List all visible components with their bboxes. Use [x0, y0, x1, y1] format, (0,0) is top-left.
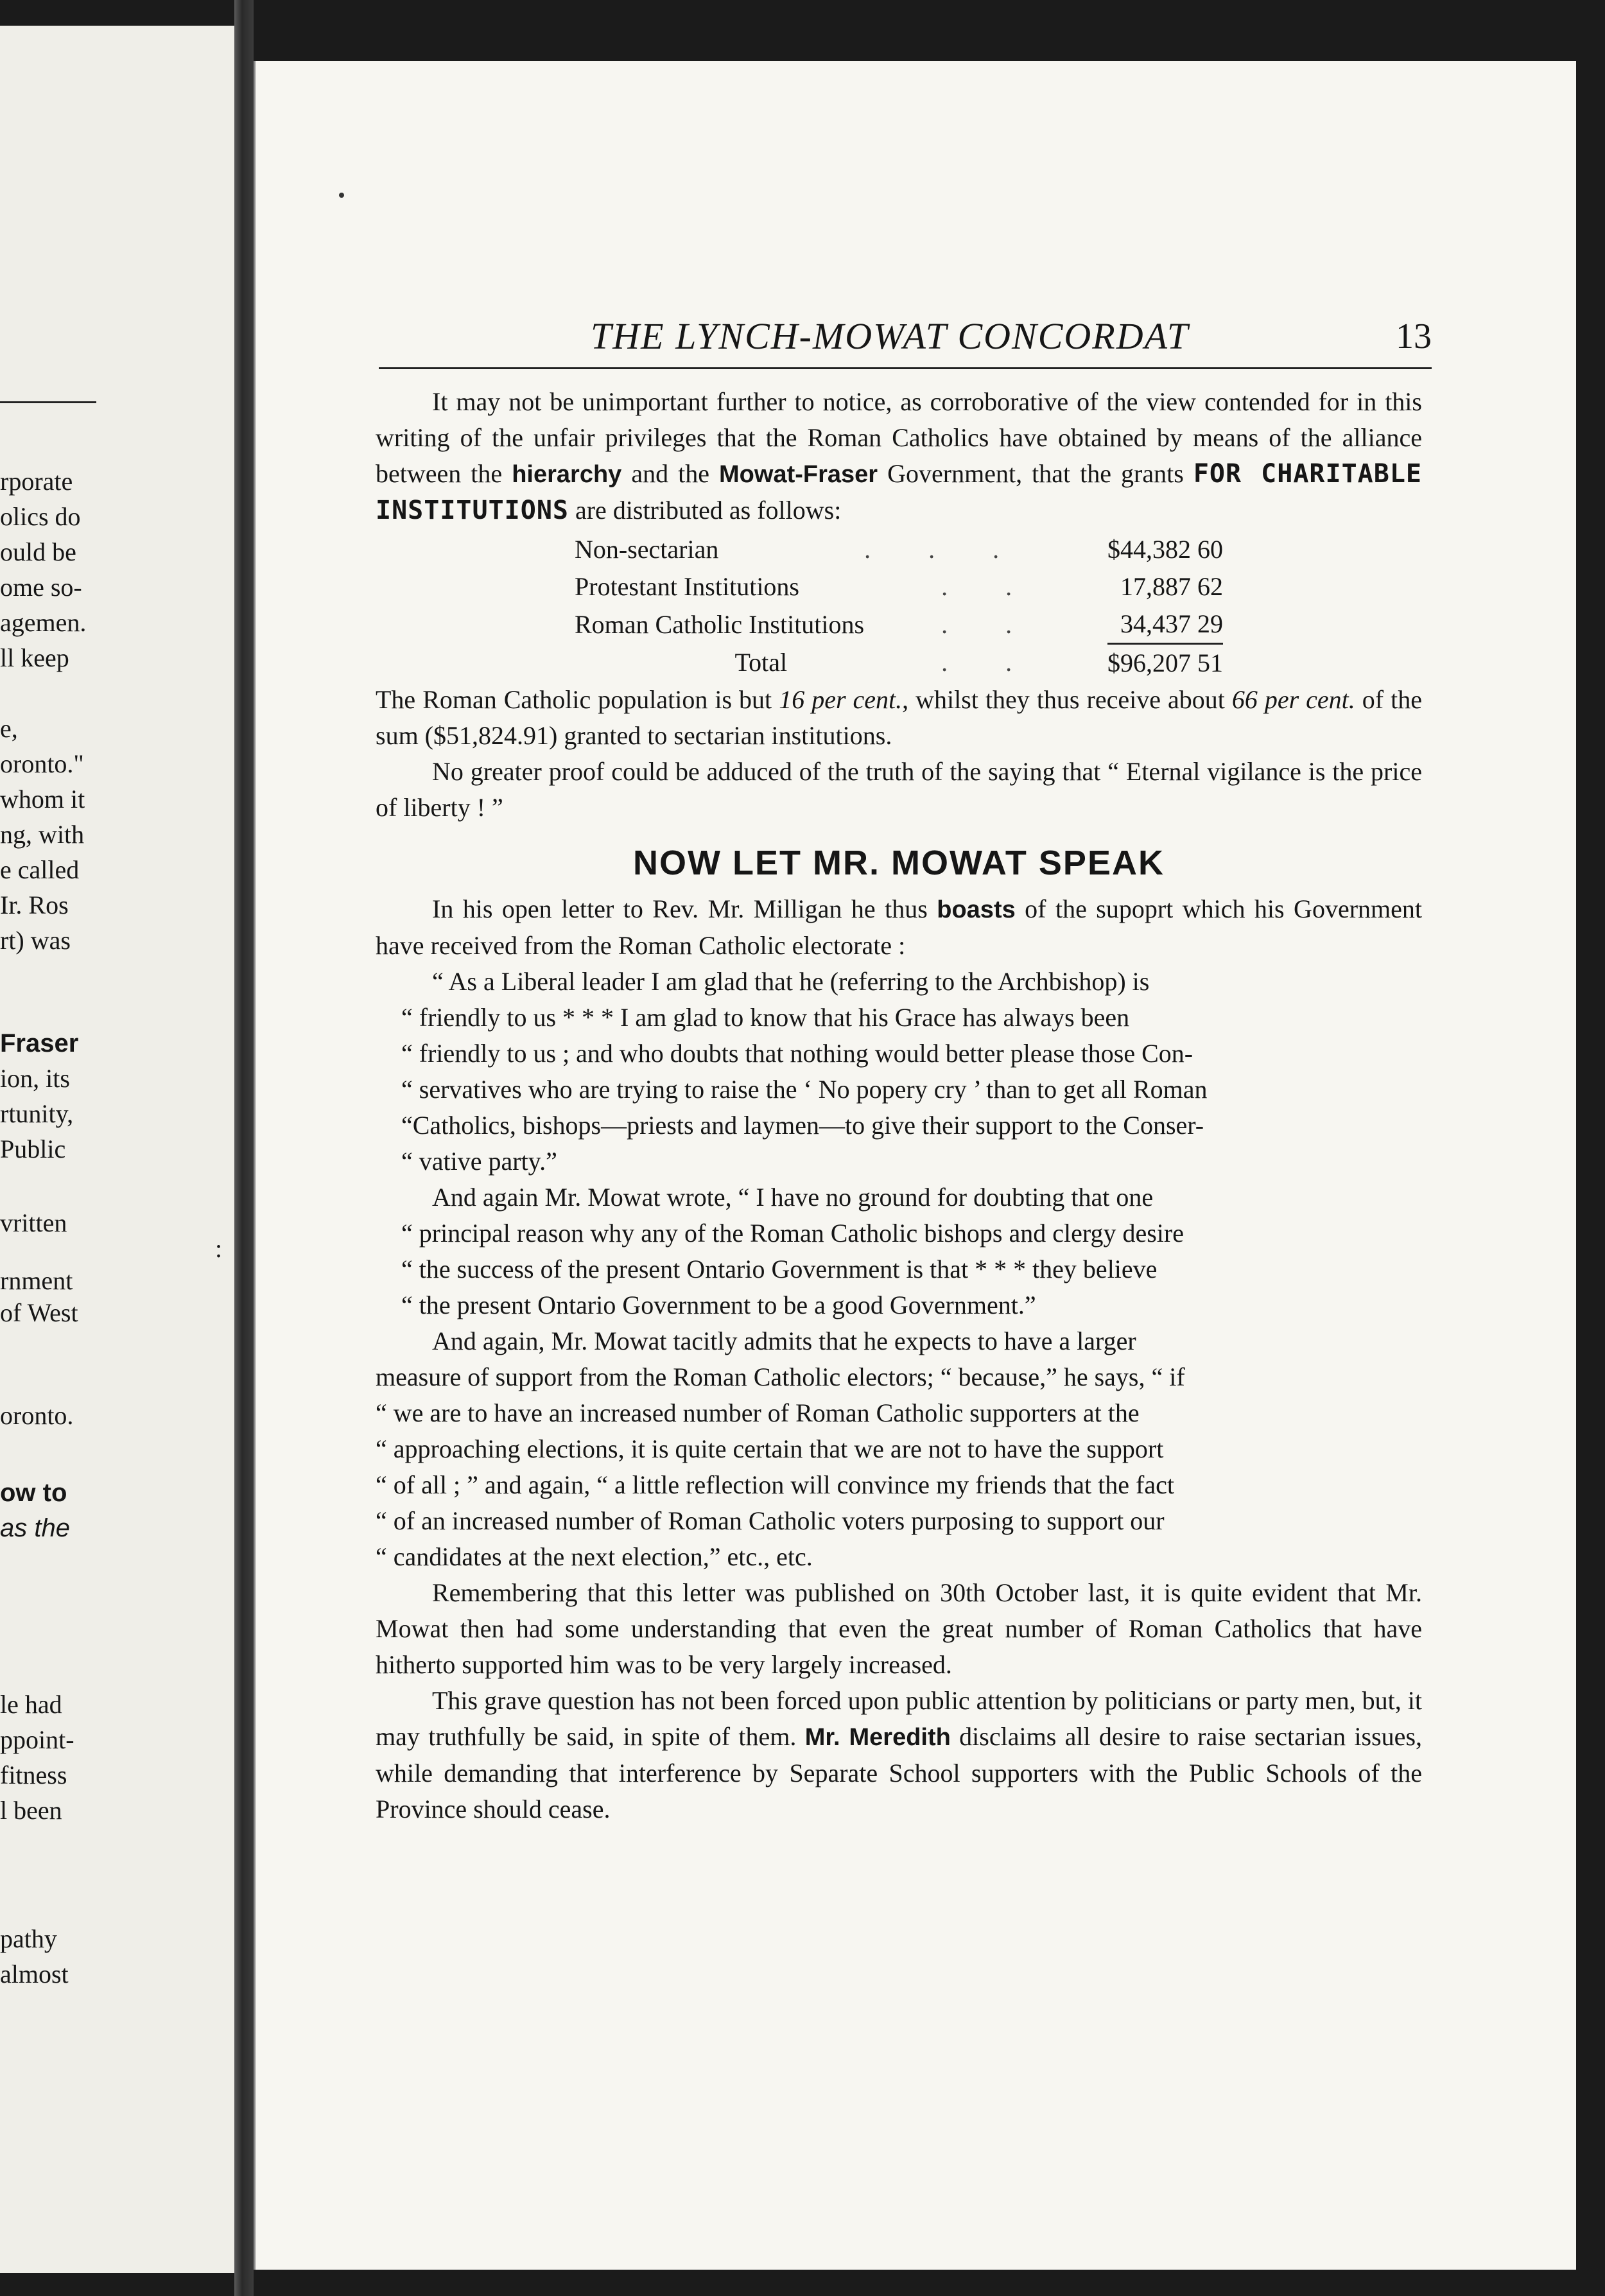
total-amount: $96,207 51	[1107, 644, 1223, 683]
text-run: In his open letter to Rev. Mr. Milligan he thus	[432, 894, 937, 923]
left-fragment: :	[215, 1234, 223, 1263]
left-fragment: e,	[0, 714, 18, 743]
table-row	[575, 568, 1223, 605]
grant-amount: $44,382 60	[1107, 535, 1223, 564]
left-fragment	[0, 1515, 70, 1541]
quote-line: “ candidates at the next election,” etc., etc.	[376, 1542, 813, 1571]
quote-line: “ we are to have an increased number of Roman Catholic supporters at the	[376, 1398, 1140, 1427]
quote-line: And again, Mr. Mowat tacitly admits that he expects to have a larger	[432, 1326, 1136, 1355]
paragraph-grave-question	[376, 1683, 1422, 1827]
quote-line: “ approaching elections, it is quite certain that we are not to have the support	[376, 1434, 1164, 1463]
scan-speck	[339, 193, 344, 198]
left-page-edge	[0, 26, 234, 2273]
left-fragment: agemen.	[0, 608, 87, 637]
text-run: and the	[621, 459, 720, 488]
bold-term: Mowat-Fraser	[719, 461, 878, 488]
bold-term: boasts	[937, 896, 1016, 923]
bold-term: Mr. Meredith	[804, 1724, 951, 1751]
table-row	[575, 605, 1223, 644]
left-fragment: ng, with	[0, 820, 85, 849]
left-fragment: l been	[0, 1796, 62, 1825]
left-fragment: rporate	[0, 467, 73, 496]
paragraph-remembering: Remembering that this letter was published on 30th October last, it is quite evident that Mr. Mowat then had some understanding that even the great number of Roman Catholics that have hitherto supported him was to be very largely increased.	[376, 1578, 1422, 1679]
table-row-total	[575, 644, 1223, 683]
italic-term: 66 per cent.	[1231, 685, 1355, 714]
left-fragment: oronto."	[0, 749, 84, 778]
quote-line: “ friendly to us * * * I am glad to know that his Grace has always been	[401, 1003, 1130, 1032]
quote-line: “ the success of the present Ontario Government is that * * * they believe	[401, 1255, 1158, 1283]
section-heading: NOW LET MR. MOWAT SPEAK	[633, 844, 1165, 882]
page-header	[379, 308, 1432, 366]
quote-line: “ vative party.”	[401, 1147, 557, 1176]
leader-dots: . .	[941, 609, 1038, 639]
left-fragment: ion, its	[0, 1064, 70, 1093]
quote-line: “ servatives who are trying to raise the ‘ No popery cry ’ than to get all Roman	[401, 1075, 1208, 1104]
left-fragment: vritten	[0, 1208, 67, 1237]
text-run: It may not be unimportant further to notice, as corroborative of the view contended for in this writing of the unfair privileges that the Roman Catholics have obtained by means of the alliance between the	[376, 387, 1422, 488]
left-fragment: ppoint-	[0, 1725, 74, 1754]
left-fragment: oronto.	[0, 1401, 74, 1430]
leader-dots: . . .	[864, 535, 1025, 564]
left-fragment: ll keep	[0, 643, 69, 672]
left-fragment: rnment	[0, 1266, 73, 1295]
grants-table	[575, 531, 1223, 682]
grant-label: Non-sectarian	[575, 535, 719, 564]
quote-line: “ friendly to us ; and who doubts that nothing would better please those Con-	[401, 1039, 1193, 1068]
header-rule	[379, 367, 1432, 369]
left-fragment: whom it	[0, 785, 85, 813]
grant-label: Protestant Institutions	[575, 572, 799, 601]
paragraph-grants-intro	[376, 384, 1422, 528]
text-run: disclaims all desire to raise sectarian issues, while demanding that interference by Separate School supporters with the Public Schools of the Province should cease.	[376, 1722, 1423, 1823]
left-fragment: ow to	[0, 1479, 67, 1507]
paragraph-vigilance: No greater proof could be adduced of the truth of the saying that “ Eternal vigilance is the price of liberty ! ”	[376, 757, 1422, 822]
left-fragment: le had	[0, 1690, 62, 1719]
left-fragment: ome so-	[0, 573, 82, 602]
book-gutter	[234, 0, 254, 2296]
left-fragment: Fraser	[0, 1029, 79, 1057]
grant-label: Roman Catholic Institutions	[575, 609, 865, 639]
leader-dots: . .	[941, 648, 1038, 677]
quote-line: “ principal reason why any of the Roman Catholic bishops and clergy desire	[401, 1219, 1184, 1248]
total-label: Total	[734, 648, 788, 677]
left-fragment: Public	[0, 1135, 66, 1163]
left-fragment: almost	[0, 1960, 69, 1988]
text-run: are distributed as follows:	[568, 496, 842, 525]
text-run: , whilst they thus receive about	[902, 685, 1232, 714]
page-number: 13	[1396, 317, 1432, 356]
quote-line: “ As a Liberal leader I am glad that he (referring to the Archbishop) is	[432, 967, 1150, 996]
left-fragment: ould be	[0, 537, 76, 566]
left-fragment: Ir. Ros	[0, 891, 69, 919]
page-body	[376, 384, 1422, 1827]
quote-line: “Catholics, bishops—priests and laymen—to give their support to the Conser-	[401, 1111, 1204, 1140]
quote-line: “ of all ; ” and again, “ a little reflection will convince my friends that the fact	[376, 1470, 1174, 1499]
left-fragment: pathy	[0, 1924, 57, 1953]
text-run: of the sum ($51,824.91) granted to sectarian institutions.	[376, 685, 1422, 750]
left-fragment: olics do	[0, 502, 81, 531]
scanner-edge	[1576, 0, 1605, 2296]
paragraph-open-letter	[376, 891, 1422, 964]
bold-term: hierarchy	[512, 461, 622, 488]
left-fragment: fitness	[0, 1761, 67, 1789]
left-fragment: e called	[0, 855, 80, 884]
left-fragment-italic: as the	[0, 1514, 70, 1542]
running-title: THE LYNCH-MOWAT CONCORDAT	[591, 315, 1190, 357]
quote-line: “ the present Ontario Government to be a good Government.”	[401, 1291, 1036, 1319]
quote-line: And again Mr. Mowat wrote, “ I have no ground for doubting that one	[432, 1183, 1154, 1212]
grant-amount: 17,887 62	[1120, 572, 1223, 601]
table-row	[575, 531, 1223, 568]
left-page-rule	[0, 401, 96, 403]
text-run: The Roman Catholic population is but	[376, 685, 779, 714]
paragraph-population	[376, 682, 1422, 754]
paragraph-larger-support	[376, 1323, 1422, 1575]
left-fragment: rt) was	[0, 926, 71, 955]
leader-dots: . .	[941, 572, 1038, 601]
italic-term: 16 per cent.	[779, 685, 903, 714]
text-run: of the supoprt which his Government have received from the Roman Catholic electorate :	[376, 894, 1422, 960]
quote-line: “ of an increased number of Roman Catholic voters purposing to support our	[376, 1506, 1165, 1535]
left-fragment: rtunity,	[0, 1099, 74, 1128]
text-run: This grave question has not been forced upon public attention by politicians or party men, but, it may truthfully be said, in spite of them.	[376, 1686, 1422, 1751]
grant-amount: 34,437 29	[1120, 609, 1223, 638]
paragraph-mowat-wrote	[376, 1179, 1422, 1323]
left-fragment: of West	[0, 1298, 78, 1327]
text-run: Government, that the grants	[878, 459, 1193, 488]
quote-line: measure of support from the Roman Catholic electors; “ because,” he says, “ if	[376, 1362, 1185, 1391]
bold-term: FOR CHARITABLE INSTITUTIONS	[376, 459, 1422, 525]
quotation-liberal-leader	[376, 964, 1422, 1179]
